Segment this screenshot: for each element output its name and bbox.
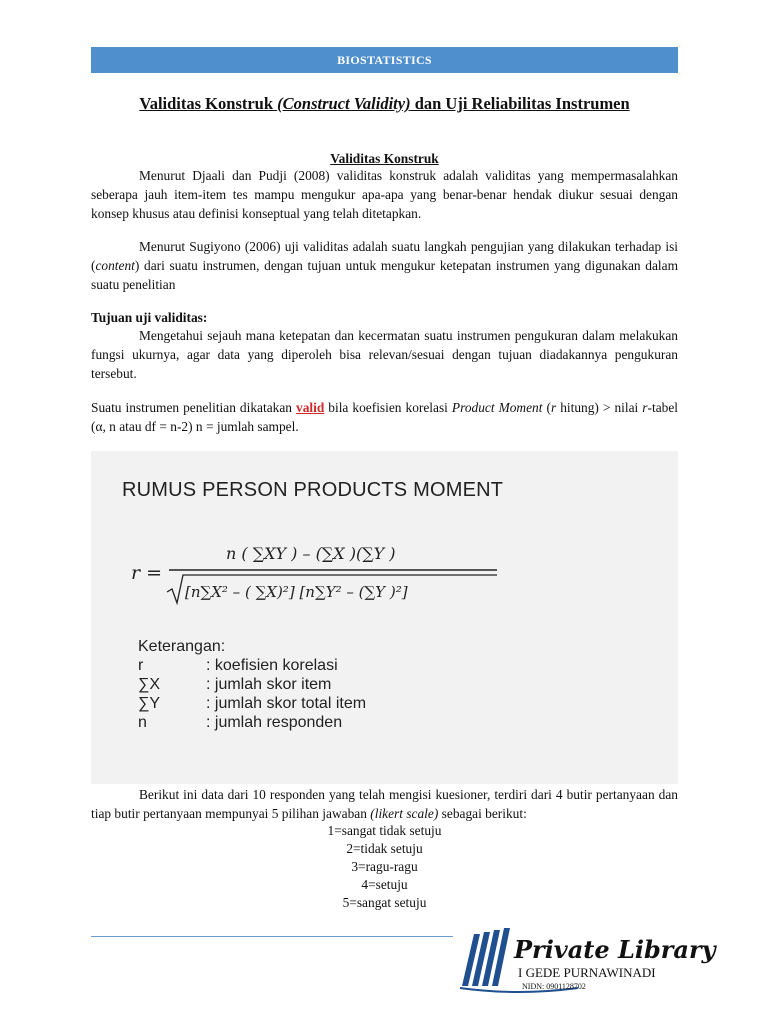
keterangan-row — [138, 656, 366, 675]
r-symbol: r — [550, 400, 557, 415]
logo-name: I GEDE PURNAWINADI — [518, 965, 656, 980]
paragraph-sugiyono — [91, 237, 678, 294]
product-moment-term: Product Moment — [451, 400, 543, 415]
header-bar — [91, 47, 678, 73]
title-part-3: dan Uji Reliabilitas Instrumen — [410, 94, 630, 113]
tujuan-paragraph: Mengetahui sejauh mana ketepatan dan kecermatan suatu instrumen pengukuran dalam melakukan fungsi ukurnya, agar data yang diperoleh bisa relevan/sesuai dengan tujuan diadakannya pengukuran tersebut. — [91, 328, 678, 381]
private-library-logo — [458, 922, 716, 998]
r-symbol-2: r — [642, 400, 648, 415]
keterangan-symbol: ∑X — [138, 676, 161, 693]
scale-item: 4=setuju — [361, 877, 408, 892]
data-intro-c: sebagai berikut: — [438, 806, 527, 821]
keterangan-symbol: n — [138, 714, 147, 731]
para2-content-word: content — [95, 258, 135, 273]
likert-scale-list — [91, 822, 678, 912]
formula-title: RUMUS PERSON PRODUCTS MOMENT — [122, 479, 504, 501]
scale-item: 5=sangat setuju — [342, 895, 427, 910]
formula-lhs: r = — [131, 562, 163, 584]
para2-text-a: Menurut Sugiyono (2006) uji validitas adalah suatu langkah pengujian yang dilakukan terhadap isi ( — [91, 239, 678, 273]
scale-item: 1=sangat tidak setuju — [327, 823, 442, 838]
section-heading-validitas-konstruk: Validitas Konstruk — [330, 151, 439, 166]
keterangan-row — [138, 713, 366, 732]
data-intro-paragraph — [91, 785, 678, 823]
pearson-formula — [131, 537, 511, 613]
keterangan-desc: : jumlah responden — [206, 714, 343, 731]
scale-item: 2=tidak setuju — [346, 841, 423, 856]
document-title — [91, 94, 678, 114]
scale-item: 3=ragu-ragu — [351, 859, 418, 874]
keterangan-symbol: r — [138, 657, 144, 674]
book-spines-icon — [462, 928, 510, 986]
valid-sentence-a: Suatu instrumen penelitian dikatakan — [91, 400, 296, 415]
paragraph-djaali: Menurut Djaali dan Pudji (2008) validitas konstruk adalah validitas yang mempermasalahkan seberapa jauh item-item tes mampu mengukur apa-apa yang benar-benar hendak diukur sesuai dengan konsep khusus atau definisi konseptual yang telah ditetapkan. — [91, 168, 678, 221]
valid-sentence-e: -tabel (α, n atau df = n-2) n = jumlah sampel. — [91, 400, 678, 434]
keterangan-symbol: ∑Y — [138, 695, 161, 712]
keterangan-row — [138, 694, 366, 713]
valid-sentence-d: hitung) > nilai — [556, 400, 643, 415]
likert-scale-term: (likert scale) — [370, 806, 439, 821]
title-part-1: Validitas Konstruk — [139, 94, 278, 113]
formula-denominator: [n∑X² – ( ∑X)²] [n∑Y² – (∑Y )²] — [185, 583, 408, 601]
keterangan-block — [138, 637, 366, 732]
header-label: BIOSTATISTICS — [337, 53, 432, 67]
formula-image — [91, 451, 678, 784]
footer-divider — [91, 936, 453, 937]
valid-sentence — [91, 398, 678, 436]
keterangan-desc: : jumlah skor total item — [206, 695, 367, 712]
logo-nidn: NIDN: 0901128702 — [522, 982, 586, 991]
keterangan-label: Keterangan: — [138, 638, 226, 655]
formula-numerator: n ( ∑XY ) – (∑X )(∑Y ) — [226, 544, 396, 563]
keterangan-desc: : koefisien korelasi — [206, 657, 338, 674]
para2-text-c: ) dari suatu instrumen, dengan tujuan untuk mengukur ketepatan instrumen yang digunakan dalam suatu penelitian — [91, 258, 678, 292]
valid-sentence-c: ( — [542, 400, 551, 415]
keterangan-row — [138, 675, 366, 694]
logo-title: Private Library — [514, 935, 716, 964]
tujuan-heading: Tujuan uji validitas: — [91, 310, 208, 325]
valid-sentence-b: bila koefisien korelasi — [324, 400, 452, 415]
data-intro-a: Berikut ini data dari 10 responden yang telah mengisi kuesioner, terdiri dari 4 butir pertanyaan dan tiap butir pertanyaan mempunyai 5 pilihan jawaban — [91, 787, 678, 821]
keterangan-desc: : jumlah skor item — [206, 676, 332, 693]
title-part-2: (Construct Validity) — [277, 94, 411, 113]
valid-highlight: valid — [296, 400, 325, 415]
